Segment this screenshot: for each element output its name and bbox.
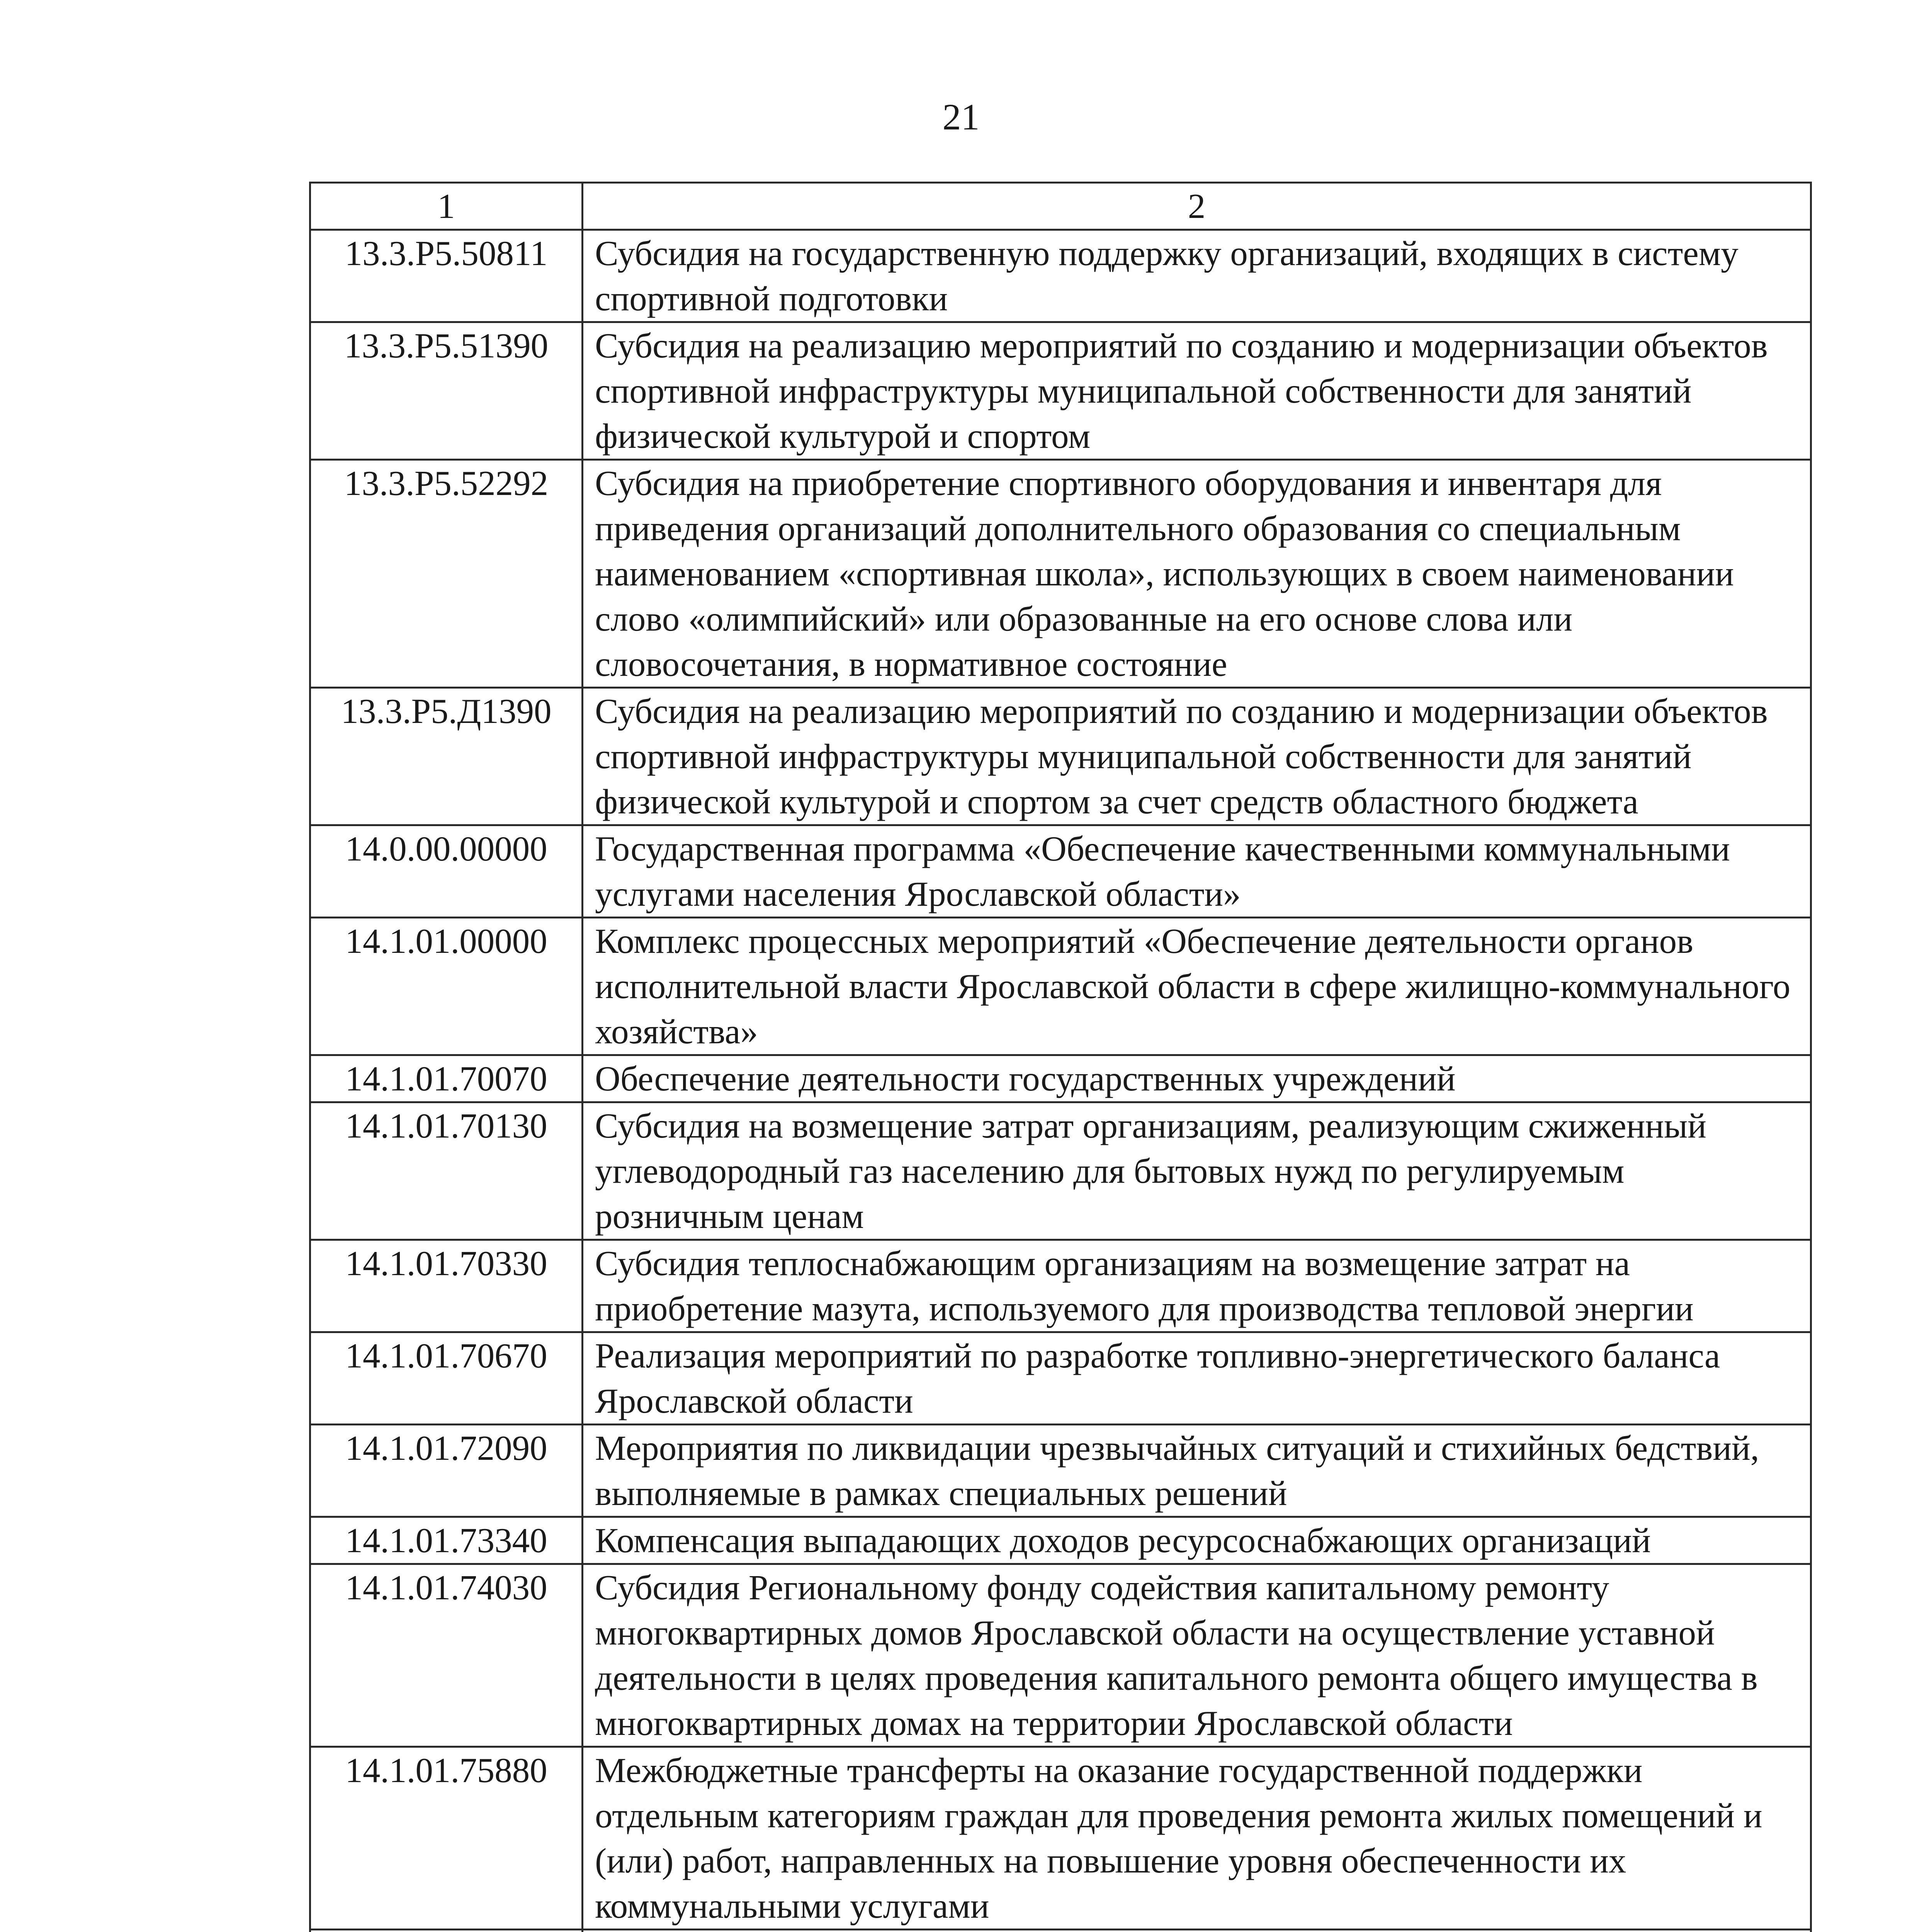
table-row	[310, 688, 1811, 825]
budget-classification-table	[309, 182, 1812, 1932]
table-row	[310, 918, 1811, 1055]
table-row	[310, 322, 1811, 460]
table-row	[310, 1055, 1811, 1102]
row-description: Субсидия на реализацию мероприятий по созданию и модернизации объектов спортивной инфраструктуры муниципальной собственности для занятий физической культурой и спортом за счет средств областного бюджета	[583, 688, 1811, 825]
row-code: 14.1.01.70070	[310, 1055, 583, 1102]
table-row	[310, 1930, 1811, 1932]
table-row	[310, 1332, 1811, 1425]
table-row	[310, 1240, 1811, 1332]
row-description: Субсидия на государственную поддержку организаций, входящих в систему спортивной подготовки	[583, 230, 1811, 322]
row-description: Межбюджетные трансферты на оказание государственной поддержки отдельным категориям граждан для проведения ремонта жилых помещений и (или) работ, направленных на повышение уровня обеспеченности их коммунальными услугами	[583, 1747, 1811, 1930]
row-description: Государственная программа «Обеспечение качественными коммунальными услугами населения Ярославской области»	[583, 825, 1811, 918]
row-code: 14.0.00.00000	[310, 825, 583, 918]
row-description: Мероприятия по ликвидации чрезвычайных ситуаций и стихийных бедствий, выполняемые в рамках специальных решений	[583, 1425, 1811, 1517]
row-code: 14.1.01.73340	[310, 1517, 583, 1564]
row-description: Субсидия на реализацию мероприятий по созданию и модернизации объектов спортивной инфраструктуры муниципальной собственности для занятий физической культурой и спортом	[583, 322, 1811, 460]
row-description: Субсидия теплоснабжающим организациям на возмещение затрат на приобретение мазута, используемого для производства тепловой энергии	[583, 1240, 1811, 1332]
row-code: 13.3.Р5.52292	[310, 460, 583, 688]
row-code: 13.3.Р5.51390	[310, 322, 583, 460]
row-description: Субсидия на приобретение спортивного оборудования и инвентаря для приведения организаций дополнительного образования со специальным наименованием «спортивная школа», использующих в своем наименовании слово «олимпийский» или образованные на его основе слова или словосочетания, в нормативное состояние	[583, 460, 1811, 688]
row-code: 14.1.01.00000	[310, 918, 583, 1055]
row-code: 14.1.01.70130	[310, 1102, 583, 1240]
table-row	[310, 1564, 1811, 1747]
header-column-1: 1	[310, 183, 583, 230]
table-row	[310, 1517, 1811, 1564]
row-code: 13.3.Р5.50811	[310, 230, 583, 322]
table-row	[310, 460, 1811, 688]
page-number: 21	[942, 96, 980, 138]
header-column-2: 2	[583, 183, 1811, 230]
row-code: 14.1.01.75880	[310, 1747, 583, 1930]
table-body	[310, 183, 1811, 1932]
row-description: Субсидия на возмещение затрат организациям, реализующим сжиженный углеводородный газ населению для бытовых нужд по регулируемым розничным ценам	[583, 1102, 1811, 1240]
row-code: 14.1.01.72090	[310, 1425, 583, 1517]
row-description: Комплекс процессных мероприятий «Обеспечение деятельности органов исполнительной власти Ярославской области в сфере жилищно-коммунального хозяйства»	[583, 918, 1811, 1055]
table-row	[310, 1102, 1811, 1240]
row-code	[310, 1930, 583, 1932]
row-description: Компенсация выпадающих доходов ресурсоснабжающих организаций	[583, 1517, 1811, 1564]
table-header-row	[310, 183, 1811, 230]
row-code: 14.1.01.74030	[310, 1564, 583, 1747]
table-row	[310, 230, 1811, 322]
row-description: Обеспечение деятельности государственных учреждений	[583, 1055, 1811, 1102]
row-description: Реализация мероприятий по разработке топливно-энергетического баланса Ярославской области	[583, 1332, 1811, 1425]
row-code: 13.3.Р5.Д1390	[310, 688, 583, 825]
row-code: 14.1.01.70670	[310, 1332, 583, 1425]
table-row	[310, 1747, 1811, 1930]
row-description: Субсидия Региональному фонду содействия капитальному ремонту многоквартирных домов Ярославской области на осуществление уставной деятельности в целях проведения капитального ремонта общего имущества в многоквартирных домах на территории Ярославской области	[583, 1564, 1811, 1747]
table-row	[310, 1425, 1811, 1517]
row-description	[583, 1930, 1811, 1932]
row-code: 14.1.01.70330	[310, 1240, 583, 1332]
table-row	[310, 825, 1811, 918]
